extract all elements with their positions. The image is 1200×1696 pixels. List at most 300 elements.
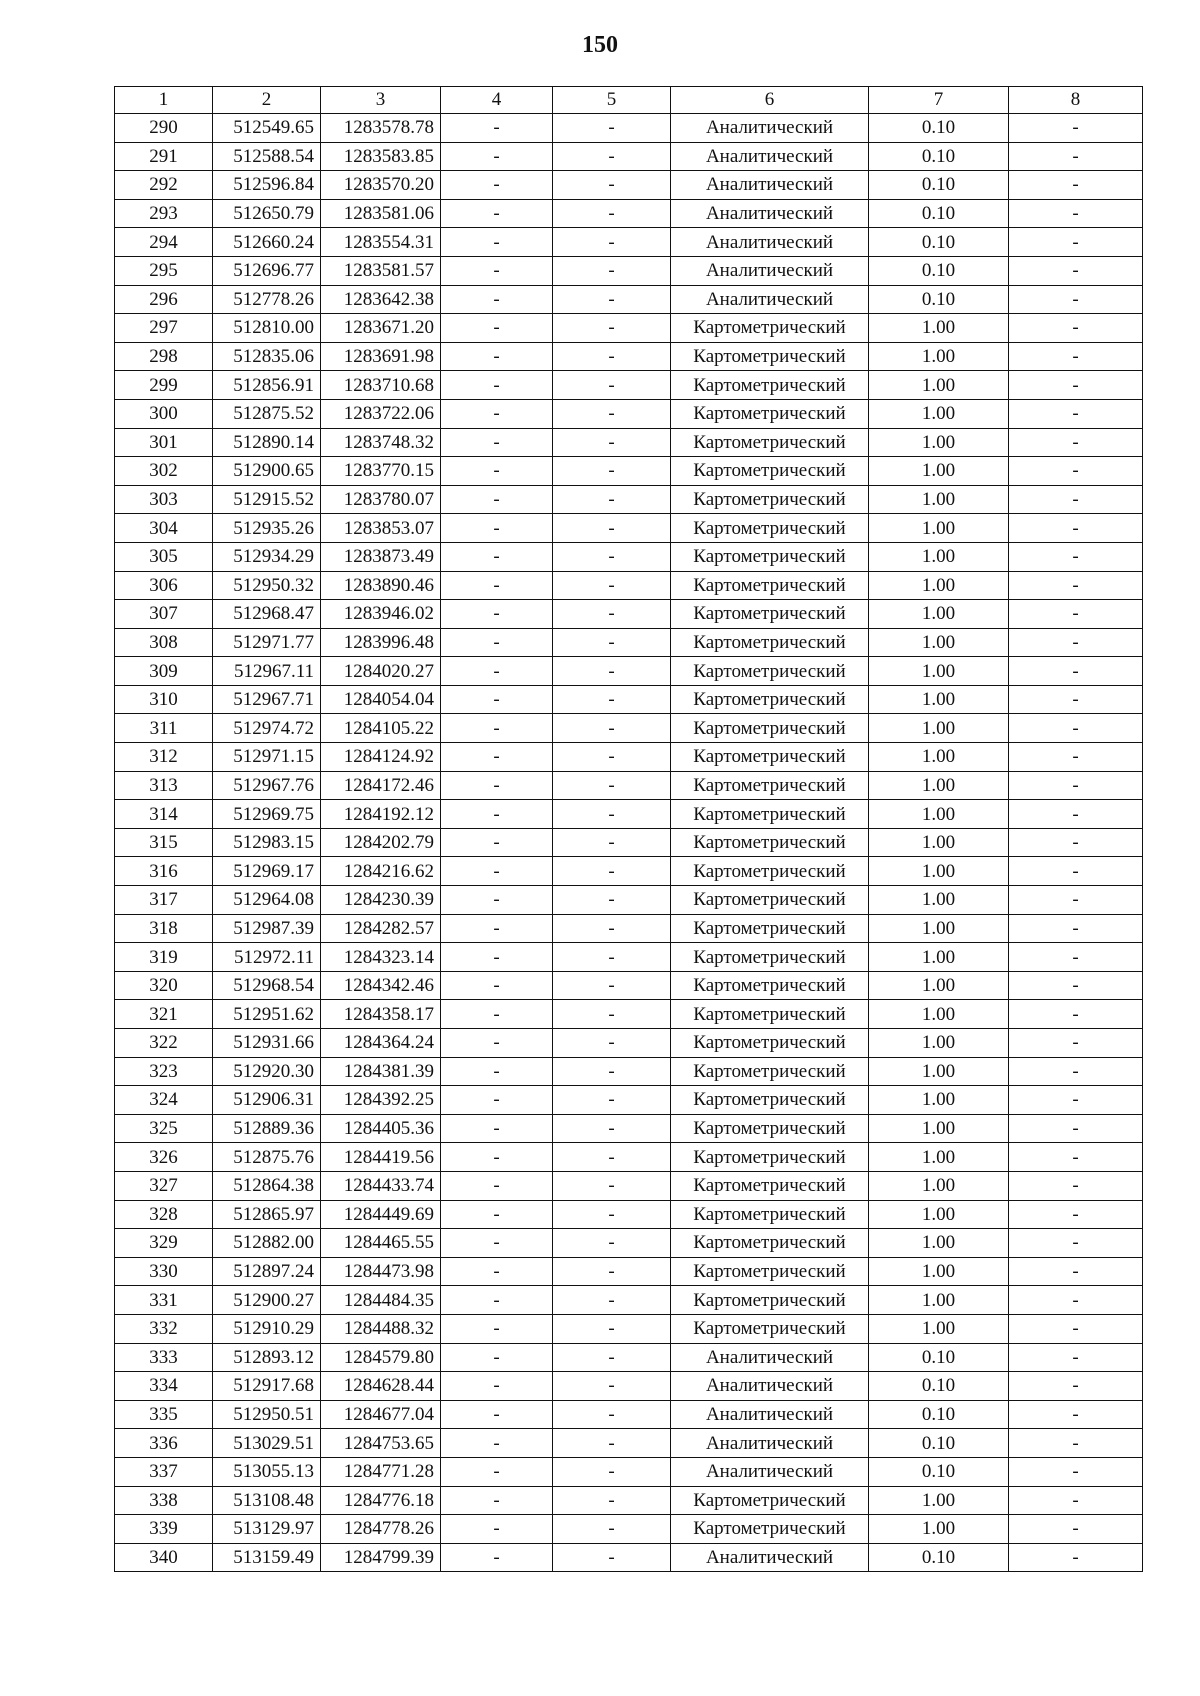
column-8-cell: - [1009, 171, 1143, 200]
y-coordinate-cell: 1283691.98 [321, 342, 441, 371]
accuracy-cell: 0.10 [869, 1372, 1009, 1401]
column-5-cell: - [553, 428, 671, 457]
point-number-cell: 309 [115, 657, 213, 686]
y-coordinate-cell: 1283554.31 [321, 228, 441, 257]
method-cell: Картометрический [671, 399, 869, 428]
method-cell: Картометрический [671, 1057, 869, 1086]
y-coordinate-cell: 1284484.35 [321, 1286, 441, 1315]
point-number-cell: 333 [115, 1343, 213, 1372]
y-coordinate-cell: 1284473.98 [321, 1257, 441, 1286]
column-8-cell: - [1009, 1029, 1143, 1058]
column-4-cell: - [441, 1286, 553, 1315]
method-cell: Аналитический [671, 171, 869, 200]
accuracy-cell: 1.00 [869, 457, 1009, 486]
method-cell: Аналитический [671, 256, 869, 285]
y-coordinate-cell: 1284172.46 [321, 771, 441, 800]
x-coordinate-cell: 512935.26 [213, 514, 321, 543]
column-8-cell: - [1009, 714, 1143, 743]
column-8-cell: - [1009, 886, 1143, 915]
point-number-cell: 317 [115, 886, 213, 915]
column-8-cell: - [1009, 600, 1143, 629]
table-row [115, 800, 1143, 829]
column-5-cell: - [553, 571, 671, 600]
x-coordinate-cell: 512864.38 [213, 1171, 321, 1200]
column-8-cell: - [1009, 285, 1143, 314]
column-5-cell: - [553, 1029, 671, 1058]
column-5-cell: - [553, 542, 671, 571]
column-4-cell: - [441, 199, 553, 228]
column-4-cell: - [441, 714, 553, 743]
column-8-cell: - [1009, 485, 1143, 514]
y-coordinate-cell: 1284488.32 [321, 1314, 441, 1343]
column-4-cell: - [441, 1057, 553, 1086]
y-coordinate-cell: 1284405.36 [321, 1114, 441, 1143]
x-coordinate-cell: 513129.97 [213, 1515, 321, 1544]
method-cell: Картометрический [671, 857, 869, 886]
x-coordinate-cell: 512596.84 [213, 171, 321, 200]
column-5-cell: - [553, 457, 671, 486]
point-number-cell: 325 [115, 1114, 213, 1143]
accuracy-cell: 1.00 [869, 1257, 1009, 1286]
column-4-cell: - [441, 828, 553, 857]
y-coordinate-cell: 1284105.22 [321, 714, 441, 743]
method-cell: Картометрический [671, 685, 869, 714]
method-cell: Картометрический [671, 771, 869, 800]
method-cell: Картометрический [671, 971, 869, 1000]
accuracy-cell: 1.00 [869, 1114, 1009, 1143]
column-4-cell: - [441, 171, 553, 200]
accuracy-cell: 1.00 [869, 1515, 1009, 1544]
point-number-cell: 297 [115, 314, 213, 343]
column-5-cell: - [553, 1257, 671, 1286]
column-8-cell: - [1009, 857, 1143, 886]
column-8-cell: - [1009, 1400, 1143, 1429]
table-row [115, 914, 1143, 943]
accuracy-cell: 1.00 [869, 657, 1009, 686]
x-coordinate-cell: 512972.11 [213, 943, 321, 972]
column-5-cell: - [553, 1143, 671, 1172]
column-5-cell: - [553, 1286, 671, 1315]
accuracy-cell: 1.00 [869, 1229, 1009, 1258]
column-8-cell: - [1009, 1343, 1143, 1372]
column-4-cell: - [441, 114, 553, 143]
table-row [115, 228, 1143, 257]
y-coordinate-cell: 1283996.48 [321, 628, 441, 657]
table-row [115, 314, 1143, 343]
y-coordinate-cell: 1283853.07 [321, 514, 441, 543]
table-row [115, 1257, 1143, 1286]
accuracy-cell: 1.00 [869, 514, 1009, 543]
method-cell: Аналитический [671, 1429, 869, 1458]
point-number-cell: 296 [115, 285, 213, 314]
table-row [115, 428, 1143, 457]
column-5-cell: - [553, 285, 671, 314]
column-4-cell: - [441, 371, 553, 400]
x-coordinate-cell: 512865.97 [213, 1200, 321, 1229]
method-cell: Картометрический [671, 1486, 869, 1515]
column-header: 6 [671, 87, 869, 114]
point-number-cell: 305 [115, 542, 213, 571]
column-4-cell: - [441, 743, 553, 772]
accuracy-cell: 1.00 [869, 600, 1009, 629]
x-coordinate-cell: 512983.15 [213, 828, 321, 857]
accuracy-cell: 0.10 [869, 228, 1009, 257]
x-coordinate-cell: 512875.76 [213, 1143, 321, 1172]
point-number-cell: 339 [115, 1515, 213, 1544]
column-5-cell: - [553, 1400, 671, 1429]
accuracy-cell: 1.00 [869, 971, 1009, 1000]
method-cell: Картометрический [671, 800, 869, 829]
table-row [115, 1314, 1143, 1343]
point-number-cell: 307 [115, 600, 213, 629]
column-4-cell: - [441, 914, 553, 943]
column-4-cell: - [441, 228, 553, 257]
column-5-cell: - [553, 399, 671, 428]
column-8-cell: - [1009, 1457, 1143, 1486]
accuracy-cell: 1.00 [869, 542, 1009, 571]
column-8-cell: - [1009, 1143, 1143, 1172]
column-5-cell: - [553, 371, 671, 400]
accuracy-cell: 0.10 [869, 1343, 1009, 1372]
column-8-cell: - [1009, 371, 1143, 400]
column-4-cell: - [441, 314, 553, 343]
accuracy-cell: 0.10 [869, 199, 1009, 228]
table-row [115, 1000, 1143, 1029]
point-number-cell: 340 [115, 1543, 213, 1572]
x-coordinate-cell: 512951.62 [213, 1000, 321, 1029]
column-8-cell: - [1009, 628, 1143, 657]
accuracy-cell: 0.10 [869, 142, 1009, 171]
column-4-cell: - [441, 1000, 553, 1029]
accuracy-cell: 1.00 [869, 342, 1009, 371]
column-5-cell: - [553, 114, 671, 143]
y-coordinate-cell: 1284202.79 [321, 828, 441, 857]
table-row [115, 371, 1143, 400]
accuracy-cell: 1.00 [869, 914, 1009, 943]
column-8-cell: - [1009, 1057, 1143, 1086]
column-5-cell: - [553, 342, 671, 371]
x-coordinate-cell: 512893.12 [213, 1343, 321, 1372]
y-coordinate-cell: 1283946.02 [321, 600, 441, 629]
column-4-cell: - [441, 571, 553, 600]
column-4-cell: - [441, 1429, 553, 1458]
point-number-cell: 337 [115, 1457, 213, 1486]
x-coordinate-cell: 512588.54 [213, 142, 321, 171]
accuracy-cell: 0.10 [869, 1543, 1009, 1572]
column-4-cell: - [441, 256, 553, 285]
point-number-cell: 336 [115, 1429, 213, 1458]
column-header: 7 [869, 87, 1009, 114]
table-row [115, 571, 1143, 600]
x-coordinate-cell: 512971.15 [213, 743, 321, 772]
accuracy-cell: 1.00 [869, 628, 1009, 657]
point-number-cell: 313 [115, 771, 213, 800]
accuracy-cell: 1.00 [869, 1057, 1009, 1086]
y-coordinate-cell: 1284282.57 [321, 914, 441, 943]
method-cell: Картометрический [671, 428, 869, 457]
column-8-cell: - [1009, 771, 1143, 800]
point-number-cell: 327 [115, 1171, 213, 1200]
y-coordinate-cell: 1284364.24 [321, 1029, 441, 1058]
method-cell: Аналитический [671, 1457, 869, 1486]
column-5-cell: - [553, 1314, 671, 1343]
y-coordinate-cell: 1284449.69 [321, 1200, 441, 1229]
method-cell: Картометрический [671, 342, 869, 371]
y-coordinate-cell: 1284778.26 [321, 1515, 441, 1544]
x-coordinate-cell: 512950.51 [213, 1400, 321, 1429]
method-cell: Картометрический [671, 1000, 869, 1029]
y-coordinate-cell: 1283642.38 [321, 285, 441, 314]
point-number-cell: 308 [115, 628, 213, 657]
y-coordinate-cell: 1283748.32 [321, 428, 441, 457]
column-5-cell: - [553, 857, 671, 886]
accuracy-cell: 1.00 [869, 1171, 1009, 1200]
column-4-cell: - [441, 771, 553, 800]
point-number-cell: 331 [115, 1286, 213, 1315]
column-header: 4 [441, 87, 553, 114]
column-8-cell: - [1009, 657, 1143, 686]
column-5-cell: - [553, 1457, 671, 1486]
column-4-cell: - [441, 399, 553, 428]
accuracy-cell: 1.00 [869, 1029, 1009, 1058]
point-number-cell: 302 [115, 457, 213, 486]
column-8-cell: - [1009, 1543, 1143, 1572]
table-row [115, 657, 1143, 686]
table-row [115, 1543, 1143, 1572]
column-4-cell: - [441, 600, 553, 629]
column-4-cell: - [441, 685, 553, 714]
column-4-cell: - [441, 285, 553, 314]
accuracy-cell: 1.00 [869, 828, 1009, 857]
table-row [115, 1486, 1143, 1515]
column-4-cell: - [441, 628, 553, 657]
column-header: 5 [553, 87, 671, 114]
column-8-cell: - [1009, 399, 1143, 428]
method-cell: Картометрический [671, 1029, 869, 1058]
y-coordinate-cell: 1283710.68 [321, 371, 441, 400]
table-row [115, 1286, 1143, 1315]
table-row [115, 714, 1143, 743]
x-coordinate-cell: 512920.30 [213, 1057, 321, 1086]
column-8-cell: - [1009, 514, 1143, 543]
table-row [115, 285, 1143, 314]
column-5-cell: - [553, 1171, 671, 1200]
column-5-cell: - [553, 714, 671, 743]
y-coordinate-cell: 1283770.15 [321, 457, 441, 486]
x-coordinate-cell: 512971.77 [213, 628, 321, 657]
method-cell: Аналитический [671, 199, 869, 228]
y-coordinate-cell: 1284579.80 [321, 1343, 441, 1372]
method-cell: Картометрический [671, 1257, 869, 1286]
accuracy-cell: 1.00 [869, 857, 1009, 886]
point-number-cell: 323 [115, 1057, 213, 1086]
point-number-cell: 290 [115, 114, 213, 143]
column-5-cell: - [553, 743, 671, 772]
point-number-cell: 322 [115, 1029, 213, 1058]
point-number-cell: 319 [115, 943, 213, 972]
accuracy-cell: 0.10 [869, 171, 1009, 200]
column-4-cell: - [441, 428, 553, 457]
point-number-cell: 334 [115, 1372, 213, 1401]
accuracy-cell: 1.00 [869, 1143, 1009, 1172]
y-coordinate-cell: 1284020.27 [321, 657, 441, 686]
point-number-cell: 335 [115, 1400, 213, 1429]
column-4-cell: - [441, 1372, 553, 1401]
table-row [115, 971, 1143, 1000]
method-cell: Картометрический [671, 1229, 869, 1258]
x-coordinate-cell: 512810.00 [213, 314, 321, 343]
accuracy-cell: 0.10 [869, 285, 1009, 314]
table-row [115, 743, 1143, 772]
column-5-cell: - [553, 800, 671, 829]
y-coordinate-cell: 1284124.92 [321, 743, 441, 772]
y-coordinate-cell: 1284192.12 [321, 800, 441, 829]
column-8-cell: - [1009, 1286, 1143, 1315]
x-coordinate-cell: 512974.72 [213, 714, 321, 743]
y-coordinate-cell: 1283570.20 [321, 171, 441, 200]
x-coordinate-cell: 512967.71 [213, 685, 321, 714]
x-coordinate-cell: 512964.08 [213, 886, 321, 915]
column-8-cell: - [1009, 1372, 1143, 1401]
x-coordinate-cell: 512931.66 [213, 1029, 321, 1058]
x-coordinate-cell: 512897.24 [213, 1257, 321, 1286]
x-coordinate-cell: 512968.54 [213, 971, 321, 1000]
column-8-cell: - [1009, 743, 1143, 772]
accuracy-cell: 0.10 [869, 256, 1009, 285]
x-coordinate-cell: 512889.36 [213, 1114, 321, 1143]
method-cell: Аналитический [671, 228, 869, 257]
column-4-cell: - [441, 1343, 553, 1372]
x-coordinate-cell: 513108.48 [213, 1486, 321, 1515]
y-coordinate-cell: 1284392.25 [321, 1086, 441, 1115]
accuracy-cell: 1.00 [869, 1000, 1009, 1029]
column-8-cell: - [1009, 542, 1143, 571]
column-5-cell: - [553, 228, 671, 257]
column-8-cell: - [1009, 1515, 1143, 1544]
table-row [115, 1372, 1143, 1401]
column-8-cell: - [1009, 457, 1143, 486]
method-cell: Картометрический [671, 1515, 869, 1544]
accuracy-cell: 0.10 [869, 114, 1009, 143]
accuracy-cell: 1.00 [869, 771, 1009, 800]
y-coordinate-cell: 1283873.49 [321, 542, 441, 571]
method-cell: Картометрический [671, 1314, 869, 1343]
x-coordinate-cell: 512778.26 [213, 285, 321, 314]
accuracy-cell: 1.00 [869, 428, 1009, 457]
y-coordinate-cell: 1284677.04 [321, 1400, 441, 1429]
column-8-cell: - [1009, 199, 1143, 228]
table-body [115, 114, 1143, 1572]
method-cell: Картометрический [671, 657, 869, 686]
x-coordinate-cell: 512875.52 [213, 399, 321, 428]
column-5-cell: - [553, 142, 671, 171]
column-5-cell: - [553, 485, 671, 514]
y-coordinate-cell: 1284776.18 [321, 1486, 441, 1515]
column-5-cell: - [553, 256, 671, 285]
column-8-cell: - [1009, 142, 1143, 171]
accuracy-cell: 1.00 [869, 1200, 1009, 1229]
x-coordinate-cell: 512969.17 [213, 857, 321, 886]
x-coordinate-cell: 512934.29 [213, 542, 321, 571]
coordinates-table [114, 86, 1143, 1572]
table-header-row [115, 87, 1143, 114]
column-header: 2 [213, 87, 321, 114]
method-cell: Картометрический [671, 628, 869, 657]
y-coordinate-cell: 1284230.39 [321, 886, 441, 915]
column-8-cell: - [1009, 256, 1143, 285]
y-coordinate-cell: 1284419.56 [321, 1143, 441, 1172]
y-coordinate-cell: 1283581.06 [321, 199, 441, 228]
column-8-cell: - [1009, 914, 1143, 943]
column-4-cell: - [441, 1200, 553, 1229]
table-row [115, 771, 1143, 800]
point-number-cell: 293 [115, 199, 213, 228]
column-5-cell: - [553, 199, 671, 228]
column-8-cell: - [1009, 1114, 1143, 1143]
table-row [115, 1171, 1143, 1200]
table-row [115, 342, 1143, 371]
point-number-cell: 326 [115, 1143, 213, 1172]
table-row [115, 1343, 1143, 1372]
column-header: 3 [321, 87, 441, 114]
y-coordinate-cell: 1284054.04 [321, 685, 441, 714]
x-coordinate-cell: 512915.52 [213, 485, 321, 514]
y-coordinate-cell: 1284628.44 [321, 1372, 441, 1401]
method-cell: Картометрический [671, 714, 869, 743]
method-cell: Картометрический [671, 828, 869, 857]
column-8-cell: - [1009, 943, 1143, 972]
accuracy-cell: 1.00 [869, 1486, 1009, 1515]
table-row [115, 457, 1143, 486]
column-5-cell: - [553, 1372, 671, 1401]
method-cell: Картометрический [671, 571, 869, 600]
method-cell: Картометрический [671, 943, 869, 972]
method-cell: Картометрический [671, 514, 869, 543]
column-header: 1 [115, 87, 213, 114]
accuracy-cell: 1.00 [869, 371, 1009, 400]
method-cell: Аналитический [671, 285, 869, 314]
y-coordinate-cell: 1284433.74 [321, 1171, 441, 1200]
y-coordinate-cell: 1283722.06 [321, 399, 441, 428]
point-number-cell: 330 [115, 1257, 213, 1286]
column-5-cell: - [553, 1486, 671, 1515]
table-row [115, 199, 1143, 228]
table-row [115, 1400, 1143, 1429]
point-number-cell: 328 [115, 1200, 213, 1229]
accuracy-cell: 1.00 [869, 1286, 1009, 1315]
point-number-cell: 321 [115, 1000, 213, 1029]
table-row [115, 1200, 1143, 1229]
point-number-cell: 312 [115, 743, 213, 772]
column-5-cell: - [553, 1429, 671, 1458]
table-row [115, 1229, 1143, 1258]
x-coordinate-cell: 512967.76 [213, 771, 321, 800]
point-number-cell: 306 [115, 571, 213, 600]
column-8-cell: - [1009, 1429, 1143, 1458]
column-8-cell: - [1009, 1257, 1143, 1286]
column-4-cell: - [441, 485, 553, 514]
accuracy-cell: 1.00 [869, 485, 1009, 514]
y-coordinate-cell: 1284753.65 [321, 1429, 441, 1458]
column-8-cell: - [1009, 971, 1143, 1000]
accuracy-cell: 1.00 [869, 943, 1009, 972]
x-coordinate-cell: 512650.79 [213, 199, 321, 228]
y-coordinate-cell: 1283583.85 [321, 142, 441, 171]
x-coordinate-cell: 512856.91 [213, 371, 321, 400]
table-row [115, 1515, 1143, 1544]
point-number-cell: 300 [115, 399, 213, 428]
accuracy-cell: 0.10 [869, 1457, 1009, 1486]
